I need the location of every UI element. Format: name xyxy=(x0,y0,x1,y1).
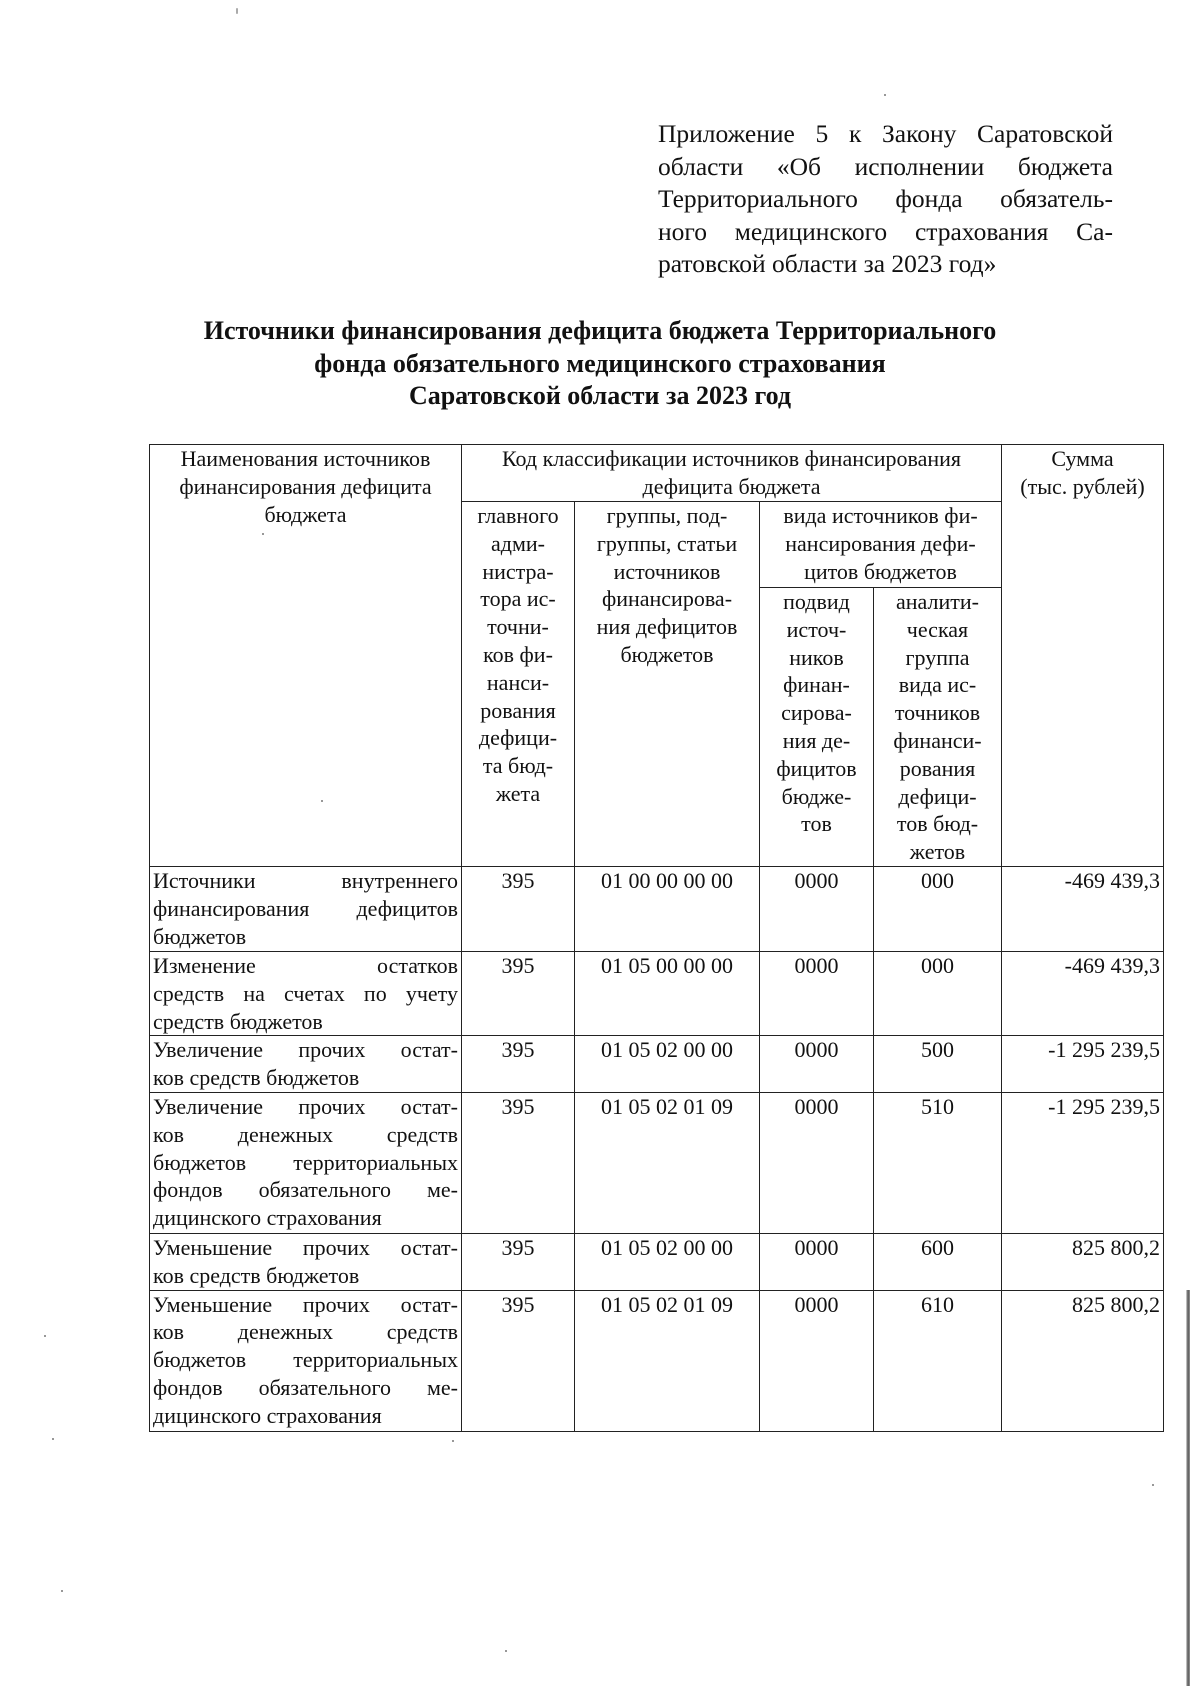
financing-sources-table xyxy=(149,444,1164,1432)
row-name-line: Уменьшение прочих остат- xyxy=(153,1234,458,1260)
row-name xyxy=(150,1290,462,1431)
header-text: (тыс. рублей) xyxy=(1020,473,1145,499)
header-text: Сумма xyxy=(1051,446,1114,471)
row-analytic-code: 500 xyxy=(874,1036,1002,1093)
header-text: группа xyxy=(905,644,970,670)
row-article-code: 01 05 02 01 09 xyxy=(575,1092,760,1233)
header-text: аналити- xyxy=(896,589,979,614)
row-admin-code: 395 xyxy=(462,1036,575,1093)
header-text: сирова- xyxy=(781,700,852,726)
header-text: тов xyxy=(801,811,832,837)
header-text: вида ис- xyxy=(898,672,977,698)
header-text: финансирования дефицита xyxy=(179,473,432,499)
appendix-line: Территориального фонда обязатель- xyxy=(658,184,1113,213)
scan-speck xyxy=(236,8,238,14)
row-name-line: ков денежных средств xyxy=(153,1319,458,1345)
header-text: Наименования источников xyxy=(180,446,431,471)
row-sum: -469 439,3 xyxy=(1002,952,1164,1036)
header-subkind xyxy=(760,588,874,867)
row-analytic-code: 000 xyxy=(874,867,1002,952)
row-name-line: бюджетов xyxy=(153,923,247,949)
header-name xyxy=(150,445,462,867)
row-name-line: средств на счетах по учету xyxy=(153,980,458,1006)
header-text: финан- xyxy=(783,672,850,698)
row-sum: 825 800,2 xyxy=(1002,1290,1164,1431)
header-row xyxy=(150,445,1164,502)
header-text: группы, статьи xyxy=(596,530,738,556)
header-text: жета xyxy=(495,780,541,806)
row-name-line: ков денежных средств xyxy=(153,1121,458,1147)
row-subkind-code: 0000 xyxy=(760,1036,874,1093)
header-text: адми- xyxy=(491,530,545,556)
header-text: дефици- xyxy=(478,725,558,751)
row-name xyxy=(150,1233,462,1290)
row-name-line: фондов обязательного ме- xyxy=(153,1374,458,1400)
row-subkind-code: 0000 xyxy=(760,867,874,952)
scan-speck xyxy=(452,1440,454,1442)
row-analytic-code: 610 xyxy=(874,1290,1002,1431)
header-text: нанси- xyxy=(486,669,550,695)
row-name-line: Увеличение прочих остат- xyxy=(153,1037,458,1063)
row-name-line: фондов обязательного ме- xyxy=(153,1177,458,1203)
scan-speck xyxy=(505,1650,507,1652)
appendix-line: Приложение 5 к Закону Саратовской xyxy=(658,119,1113,148)
header-sum xyxy=(1002,445,1164,867)
row-sum: -469 439,3 xyxy=(1002,867,1164,952)
row-analytic-code: 510 xyxy=(874,1092,1002,1233)
header-text: рования xyxy=(480,697,556,723)
header-analytic xyxy=(874,588,1002,867)
header-text: та бюд- xyxy=(482,753,554,779)
row-admin-code: 395 xyxy=(462,1092,575,1233)
row-name-line: бюджетов территориальных xyxy=(153,1347,458,1373)
title-line: Саратовской области за 2023 год xyxy=(408,381,792,410)
row-admin-code: 395 xyxy=(462,867,575,952)
row-name-line: Источники внутреннего xyxy=(153,868,458,893)
row-sum: -1 295 239,5 xyxy=(1002,1092,1164,1233)
header-group-article xyxy=(575,502,760,867)
header-code-group xyxy=(462,445,1002,502)
header-text: финансирова- xyxy=(601,586,733,612)
row-name-line: средств бюджетов xyxy=(153,1008,323,1034)
scan-speck xyxy=(61,1590,63,1592)
title-line: фонда обязательного медицинского страхования xyxy=(314,348,886,378)
header-text: ния дефицитов xyxy=(596,614,738,640)
row-admin-code: 395 xyxy=(462,1233,575,1290)
row-sum: -1 295 239,5 xyxy=(1002,1036,1164,1093)
header-text: дефицита бюджета xyxy=(642,473,821,499)
row-analytic-code: 000 xyxy=(874,952,1002,1036)
row-name xyxy=(150,867,462,952)
header-text: фицитов xyxy=(776,755,857,781)
header-text: Код классификации источников финансирования xyxy=(501,446,962,471)
header-kind xyxy=(760,502,1002,588)
title-line: Источники финансирования дефицита бюджета Территориального xyxy=(203,316,997,345)
appendix-line: ратовской области за 2023 год» xyxy=(658,249,997,278)
header-admin xyxy=(462,502,575,867)
scan-speck xyxy=(1152,1484,1154,1486)
table-row xyxy=(150,867,1164,952)
header-text: главного xyxy=(477,503,559,528)
header-text: тов бюд- xyxy=(896,811,979,837)
row-subkind-code: 0000 xyxy=(760,952,874,1036)
row-name-line: Уменьшение прочих остат- xyxy=(153,1291,458,1317)
header-text: ников xyxy=(789,644,844,670)
row-analytic-code: 600 xyxy=(874,1233,1002,1290)
table-row xyxy=(150,1233,1164,1290)
row-article-code: 01 05 02 01 09 xyxy=(575,1290,760,1431)
header-text: группы, под- xyxy=(606,503,728,528)
header-text: источ- xyxy=(786,616,847,642)
row-name-line: Увеличение прочих остат- xyxy=(153,1093,458,1119)
header-text: ния де- xyxy=(782,727,851,753)
appendix-note xyxy=(658,118,1113,281)
row-subkind-code: 0000 xyxy=(760,1092,874,1233)
header-text: тора ис- xyxy=(480,586,556,612)
document-title xyxy=(150,315,1050,413)
row-name-line: ков средств бюджетов xyxy=(153,1065,360,1091)
header-text: точников xyxy=(894,700,981,726)
header-text: нансирования дефи- xyxy=(785,530,976,556)
row-name-line: дицинского страхования xyxy=(153,1402,382,1428)
header-text: дефици- xyxy=(898,783,977,809)
header-text: вида источников фи- xyxy=(783,503,978,528)
header-text: источников xyxy=(613,558,721,584)
table-row xyxy=(150,952,1164,1036)
appendix-line: области «Об исполнении бюджета xyxy=(658,151,1113,181)
scan-speck xyxy=(52,1438,54,1440)
table-row xyxy=(150,1092,1164,1233)
scan-edge xyxy=(1186,1290,1190,1686)
header-text: точни- xyxy=(487,614,549,640)
header-text: цитов бюджетов xyxy=(804,558,957,584)
row-article-code: 01 05 00 00 00 xyxy=(575,952,760,1036)
row-name-line: Изменение остатков xyxy=(153,953,458,978)
header-text: финанси- xyxy=(893,727,982,753)
row-admin-code: 395 xyxy=(462,1290,575,1431)
scan-speck xyxy=(44,1335,46,1337)
row-name-line: дицинского страхования xyxy=(153,1205,382,1231)
scan-speck xyxy=(321,800,323,802)
row-article-code: 01 05 02 00 00 xyxy=(575,1036,760,1093)
row-article-code: 01 00 00 00 00 xyxy=(575,867,760,952)
row-name xyxy=(150,1092,462,1233)
header-text: подвид xyxy=(783,589,850,614)
row-name xyxy=(150,952,462,1036)
scan-speck xyxy=(884,94,886,96)
header-text: бюджетов xyxy=(620,641,714,667)
header-text: бюджета xyxy=(264,501,347,527)
row-name-line: ков средств бюджетов xyxy=(153,1262,360,1288)
row-name-line: финансирования дефицитов xyxy=(153,895,458,921)
header-text: ков фи- xyxy=(483,641,553,667)
table-row xyxy=(150,1036,1164,1093)
header-text: жетов xyxy=(909,839,966,865)
header-text: нистра- xyxy=(482,558,554,584)
row-subkind-code: 0000 xyxy=(760,1233,874,1290)
row-name-line: бюджетов территориальных xyxy=(153,1149,458,1175)
row-sum: 825 800,2 xyxy=(1002,1233,1164,1290)
row-admin-code: 395 xyxy=(462,952,575,1036)
table-row xyxy=(150,1290,1164,1431)
header-text: ческая xyxy=(906,616,969,642)
scan-speck xyxy=(262,533,264,535)
row-subkind-code: 0000 xyxy=(760,1290,874,1431)
row-name xyxy=(150,1036,462,1093)
row-article-code: 01 05 02 00 00 xyxy=(575,1233,760,1290)
appendix-line: ного медицинского страхования Са- xyxy=(658,216,1113,246)
header-text: рования xyxy=(899,755,976,781)
header-text: бюдже- xyxy=(781,783,852,809)
